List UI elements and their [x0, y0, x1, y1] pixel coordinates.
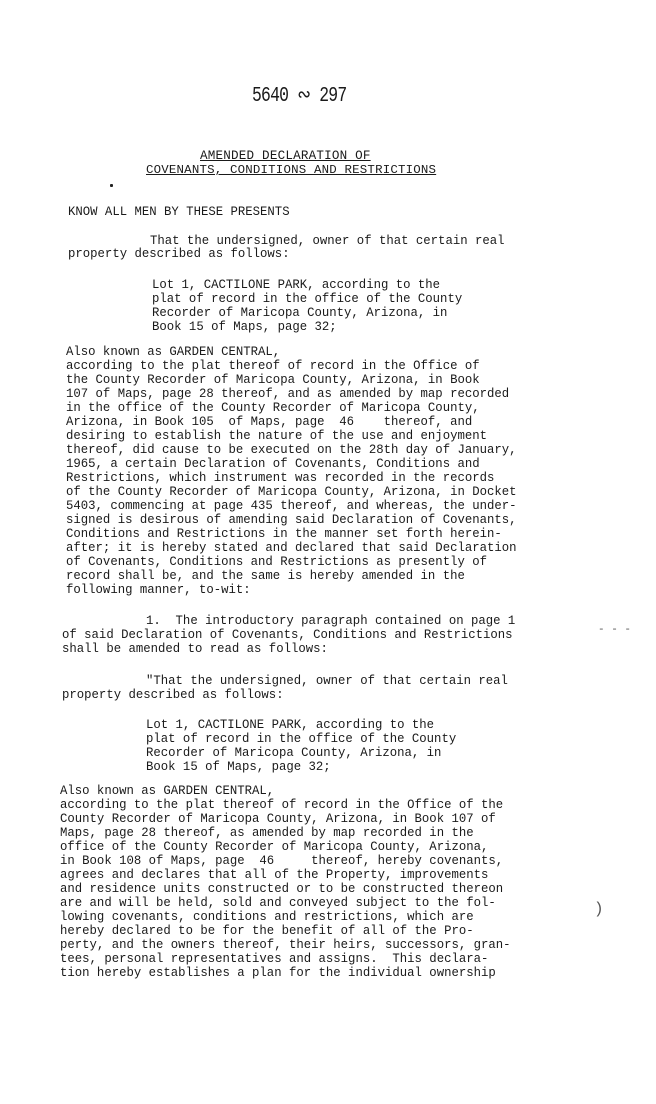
final-line: office of the County Recorder of Maricopa County, Arizona,	[60, 839, 489, 854]
final-line: tees, personal representatives and assigns. This declara-	[60, 951, 489, 966]
main-line: of Covenants, Conditions and Restrictions as presently of	[66, 554, 488, 569]
final-line: are and will be held, sold and conveyed subject to the fol-	[60, 895, 496, 910]
final-line: perty, and the owners thereof, their heirs, successors, gran-	[60, 937, 511, 952]
lot-line: plat of record in the office of the County	[146, 731, 457, 746]
main-line: in the office of the County Recorder of Maricopa County,	[66, 400, 480, 415]
main-line: following manner, to-wit:	[66, 582, 251, 597]
quote-line: property described as follows:	[62, 687, 284, 702]
main-line: record shall be, and the same is hereby amended in the	[66, 568, 465, 583]
final-line: lowing covenants, conditions and restrictions, which are	[60, 909, 474, 924]
final-line: according to the plat thereof of record in the Office of the	[60, 797, 504, 812]
main-line: Restrictions, which instrument was recorded in the records	[66, 470, 495, 485]
main-line: 5403, commencing at page 435 thereof, and whereas, the under-	[66, 498, 517, 513]
margin-mark: - - -	[598, 624, 632, 636]
main-line: the County Recorder of Maricopa County, Arizona, in Book	[66, 372, 480, 387]
final-line: Also known as GARDEN CENTRAL,	[60, 783, 275, 798]
margin-bracket: )	[594, 900, 604, 918]
main-line: Arizona, in Book 105 of Maps, page 46 thereof, and	[66, 414, 473, 429]
lot-line: Book 15 of Maps, page 32;	[146, 759, 331, 774]
lot-line: plat of record in the office of the County	[152, 291, 463, 306]
final-line: agrees and declares that all of the Property, improvements	[60, 867, 489, 882]
lot-line: Recorder of Maricopa County, Arizona, in	[146, 745, 442, 760]
lot-line: Book 15 of Maps, page 32;	[152, 319, 337, 334]
main-line: after; it is hereby stated and declared that said Declaration	[66, 540, 517, 555]
main-line: thereof, did cause to be executed on the 28th day of January,	[66, 442, 517, 457]
main-line: Also known as GARDEN CENTRAL,	[66, 344, 281, 359]
quote-line: "That the undersigned, owner of that certain real	[146, 673, 508, 688]
know-all-heading: KNOW ALL MEN BY THESE PRESENTS	[68, 204, 290, 219]
intro-line: property described as follows:	[68, 246, 290, 261]
final-line: Maps, page 28 thereof, as amended by map recorded in the	[60, 825, 474, 840]
main-line: signed is desirous of amending said Declaration of Covenants,	[66, 512, 517, 527]
lot-line: Lot 1, CACTILONE PARK, according to the	[146, 717, 435, 732]
lot-line: Recorder of Maricopa County, Arizona, in	[152, 305, 448, 320]
main-line: desiring to establish the nature of the use and enjoyment	[66, 428, 488, 443]
stray-mark	[110, 184, 113, 187]
para1-line: 1. The introductory paragraph contained on page 1	[146, 613, 516, 628]
final-line: in Book 108 of Maps, page 46 thereof, hereby covenants,	[60, 853, 504, 868]
final-line: tion hereby establishes a plan for the individual ownership	[60, 965, 496, 980]
para1-line: shall be amended to read as follows:	[62, 641, 328, 656]
main-line: according to the plat thereof of record in the Office of	[66, 358, 480, 373]
main-line: of the County Recorder of Maricopa County, Arizona, in Docket	[66, 484, 517, 499]
main-line: 107 of Maps, page 28 thereof, and as amended by map recorded	[66, 386, 510, 401]
title-line-1: AMENDED DECLARATION OF	[200, 149, 371, 163]
main-line: 1965, a certain Declaration of Covenants, Conditions and	[66, 456, 480, 471]
recording-number: 5640 ∾ 297	[252, 85, 347, 108]
final-line: hereby declared to be for the benefit of all of the Pro-	[60, 923, 474, 938]
final-line: County Recorder of Maricopa County, Arizona, in Book 107 of	[60, 811, 496, 826]
lot-line: Lot 1, CACTILONE PARK, according to the	[152, 277, 441, 292]
title-line-2: COVENANTS, CONDITIONS AND RESTRICTIONS	[146, 163, 437, 177]
main-line: Conditions and Restrictions in the manner set forth herein-	[66, 526, 502, 541]
final-line: and residence units constructed or to be constructed thereon	[60, 881, 504, 896]
intro-line: That the undersigned, owner of that certain real	[150, 233, 505, 248]
para1-line: of said Declaration of Covenants, Conditions and Restrictions	[62, 627, 513, 642]
